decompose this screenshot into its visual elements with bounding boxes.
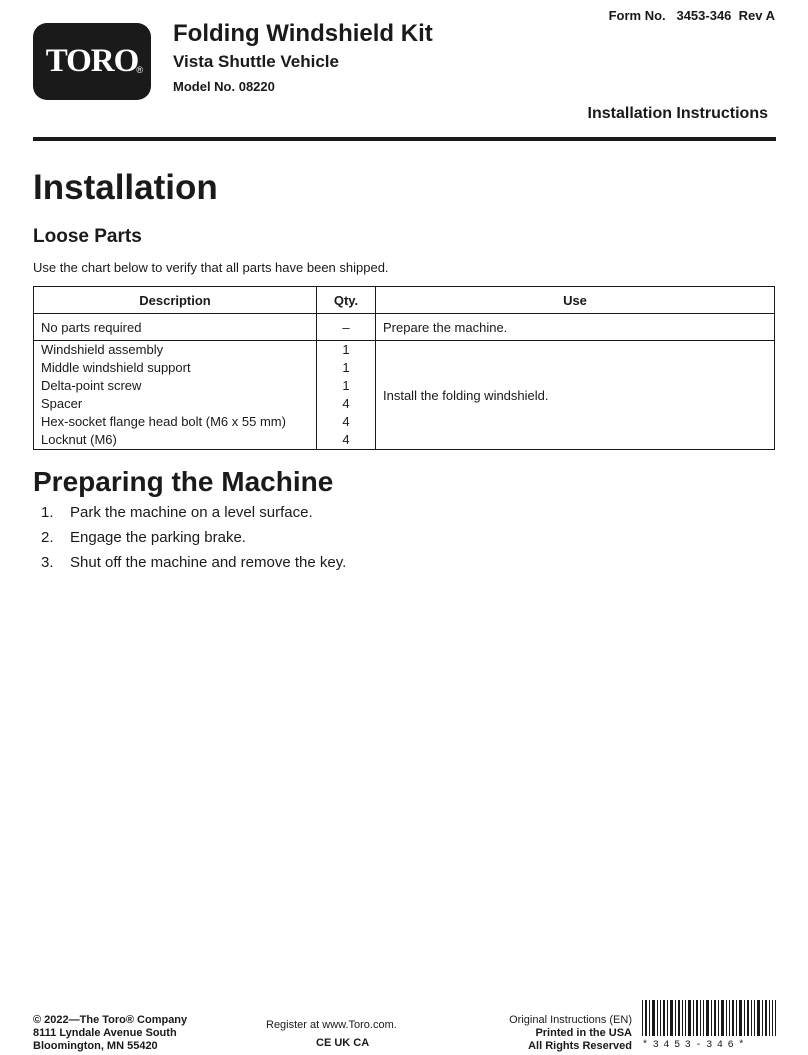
part-qty: 1 <box>342 342 350 357</box>
part-qty: 1 <box>342 378 350 393</box>
step-text: Park the machine on a level surface. <box>70 504 313 521</box>
printed-in: Printed in the USA <box>535 1027 632 1039</box>
part-qty: 4 <box>342 414 350 429</box>
column-header-description: Description <box>34 287 317 314</box>
column-header-qty: Qty. <box>317 287 376 314</box>
cell-use-group: Install the folding windshield. <box>376 341 775 450</box>
register-link[interactable]: Register at www.Toro.com. <box>266 1019 397 1031</box>
list-item <box>33 528 346 553</box>
barcode-number: *3453-346* <box>642 1040 750 1051</box>
cell-description: No parts required <box>34 314 317 341</box>
list-item <box>33 503 346 528</box>
part-qty: 4 <box>342 432 350 447</box>
copyright: © 2022—The Toro® Company <box>33 1014 188 1026</box>
loose-parts-intro: Use the chart below to verify that all parts have been shipped. <box>33 260 389 275</box>
installation-heading: Installation <box>33 168 218 207</box>
list-item <box>33 553 346 578</box>
address-line-2: Bloomington, MN 55420 <box>33 1040 158 1052</box>
column-header-use: Use <box>376 287 775 314</box>
part-qty: 1 <box>342 360 350 375</box>
cell-use: Prepare the machine. <box>376 314 775 341</box>
preparing-heading: Preparing the Machine <box>33 466 334 497</box>
rights-reserved: All Rights Reserved <box>528 1040 632 1052</box>
logo-registered-mark: ® <box>136 65 143 75</box>
original-instructions: Original Instructions (EN) <box>509 1014 632 1026</box>
company-address <box>33 1014 187 1053</box>
document-title: Folding Windshield Kit <box>173 20 433 47</box>
toro-logo <box>33 23 151 100</box>
part-description: Delta-point screw <box>41 378 142 393</box>
cell-description-group <box>34 341 317 450</box>
step-text: Shut off the machine and remove the key. <box>70 554 347 571</box>
step-number: 2. <box>41 529 54 546</box>
logo-text: TORO <box>45 43 139 79</box>
part-description: Hex-socket flange head bolt (M6 x 55 mm) <box>41 414 286 429</box>
preparation-steps <box>33 503 346 578</box>
loose-parts-heading: Loose Parts <box>33 226 142 247</box>
cell-qty-group <box>317 341 376 450</box>
part-description: Locknut (M6) <box>41 432 117 447</box>
table-row <box>34 314 775 341</box>
part-description: Middle windshield support <box>41 360 191 375</box>
document-type-label: Installation Instructions <box>587 105 768 122</box>
cell-qty: – <box>317 314 376 341</box>
form-number: Form No. 3453-346 Rev A <box>608 8 775 23</box>
part-description: Spacer <box>41 396 83 411</box>
step-text: Engage the parking brake. <box>70 529 246 546</box>
document-subtitle: Vista Shuttle Vehicle <box>173 52 339 71</box>
ce-ukca-marks: CE UK CA <box>316 1037 370 1049</box>
part-qty: 4 <box>342 396 350 411</box>
table-header-row <box>34 287 775 314</box>
footer-notes <box>509 1014 632 1053</box>
model-number: Model No. 08220 <box>173 79 275 94</box>
loose-parts-table <box>33 286 775 450</box>
header-divider <box>33 137 776 141</box>
step-number: 1. <box>41 504 54 521</box>
address-line-1: 8111 Lyndale Avenue South <box>33 1027 177 1039</box>
part-description: Windshield assembly <box>41 342 164 357</box>
step-number: 3. <box>41 554 54 571</box>
barcode-icon <box>642 1000 776 1036</box>
table-row-group <box>34 341 775 450</box>
